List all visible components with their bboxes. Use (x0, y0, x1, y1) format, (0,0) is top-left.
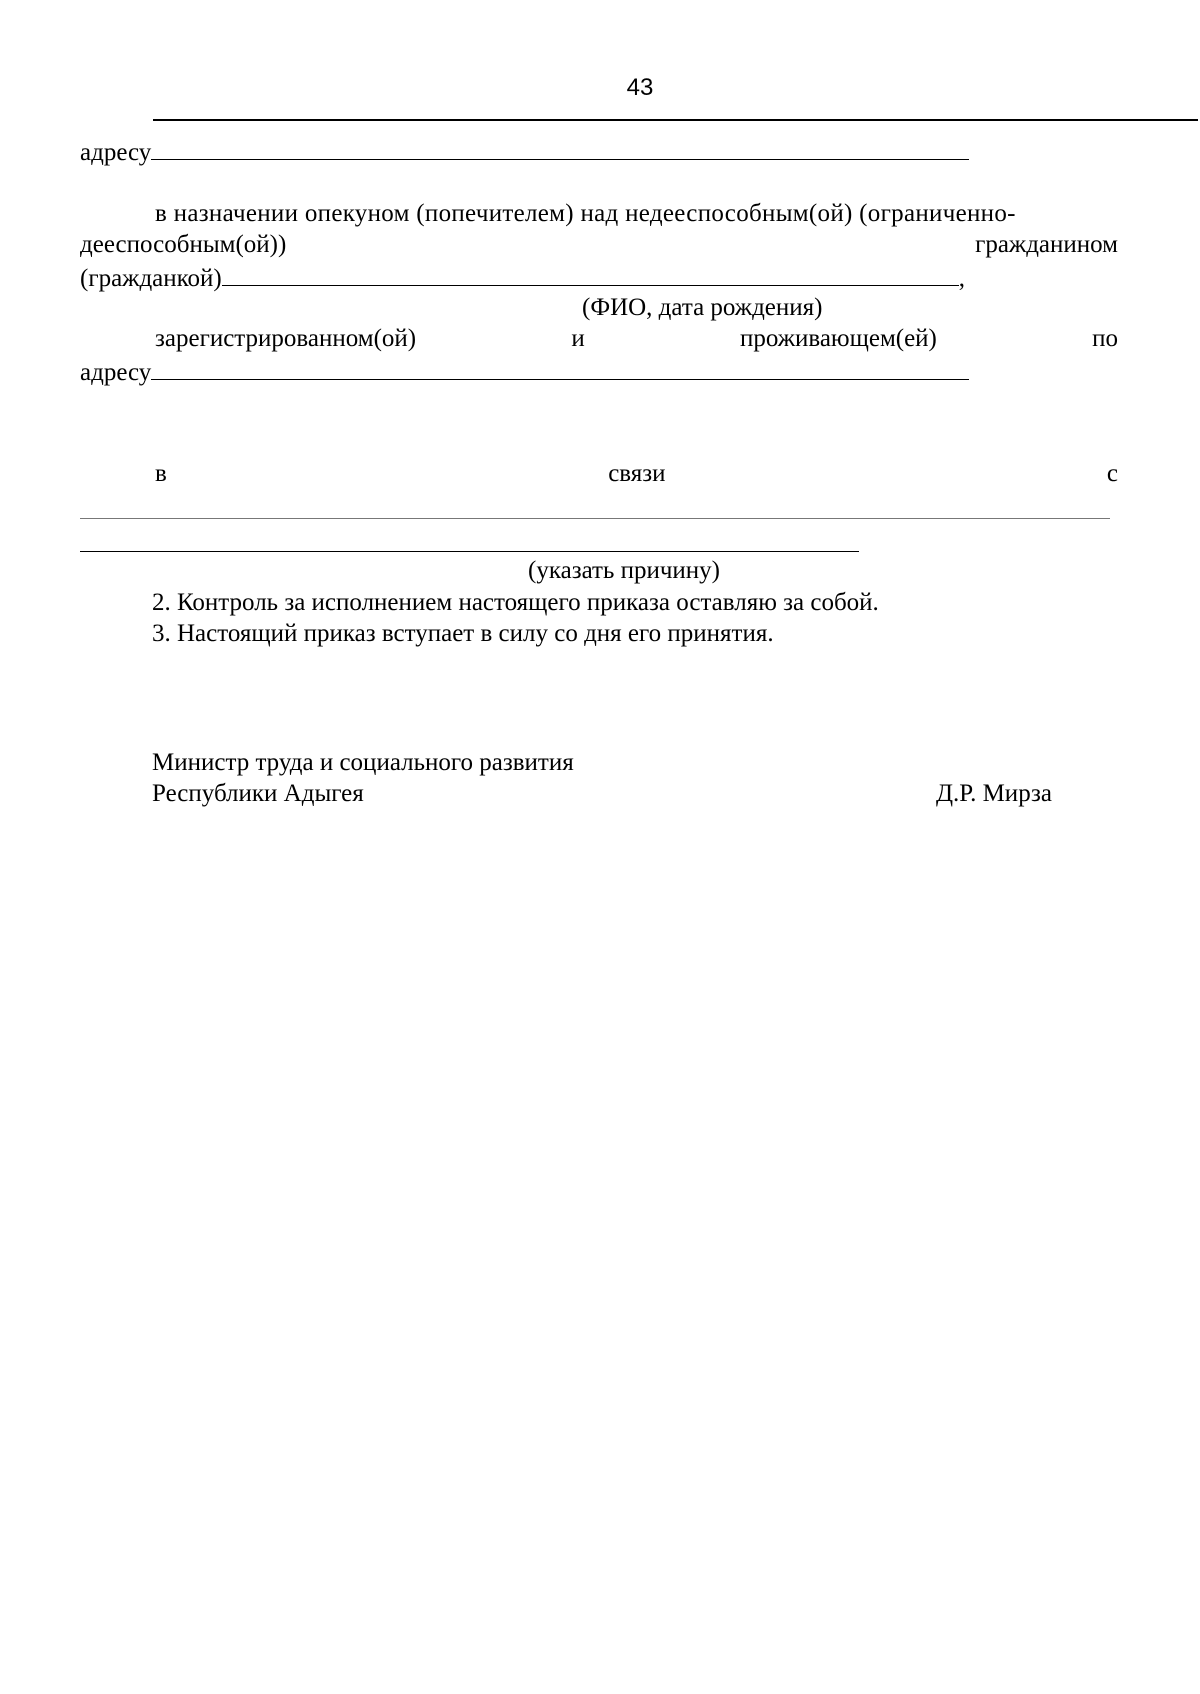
reason-word-3: с (1106, 460, 1118, 487)
page-number: 43 (626, 74, 654, 101)
citizen-word: гражданином (975, 231, 1118, 258)
clause-3: 3. Настоящий приказ вступает в силу со дня его принятия. (152, 620, 774, 647)
registered-word-3: проживающем(ей) (739, 325, 937, 352)
reason-blank-2 (80, 551, 859, 552)
registered-word-4: по (1092, 325, 1118, 352)
reason-line (155, 458, 1118, 490)
reason-caption: (указать причину) (528, 557, 721, 584)
address-label-1: адресу (80, 139, 152, 166)
address-line-1 (80, 135, 969, 169)
signer-name: Д.Р. Мирза (936, 780, 1052, 807)
reason-word-2: связи (608, 460, 666, 487)
header-rule (153, 119, 1198, 121)
fio-caption: (ФИО, дата рождения) (582, 294, 823, 321)
appointment-line-3 (80, 261, 965, 295)
reason-word-1: в (155, 460, 167, 487)
registered-word-2: и (571, 325, 585, 352)
reason-blank-1 (80, 518, 1110, 519)
address-label-2: адресу (80, 359, 152, 386)
address-blank-2 (151, 355, 969, 380)
citizen-name-blank (222, 261, 959, 286)
incapacitated-word: дееспособным(ой)) (80, 231, 287, 258)
registered-line (155, 323, 1118, 355)
address-line-2 (80, 355, 969, 389)
registered-word-1: зарегистрированном(ой) (155, 325, 417, 352)
appointment-line-2 (80, 229, 1118, 261)
comma: , (958, 265, 965, 292)
signer-title-line-1: Министр труда и социального развития (152, 749, 574, 776)
clause-2: 2. Контроль за исполнением настоящего приказа оставляю за собой. (152, 589, 879, 616)
appointment-text-1: в назначении опекуном (попечителем) над недееспособным(ой) (ограниченно- (155, 200, 1016, 227)
signer-title-line-2: Республики Адыгея (152, 780, 364, 807)
appointment-line-1 (155, 198, 1118, 230)
address-blank-1 (151, 135, 969, 160)
citizen-female-label: (гражданкой) (80, 265, 222, 292)
